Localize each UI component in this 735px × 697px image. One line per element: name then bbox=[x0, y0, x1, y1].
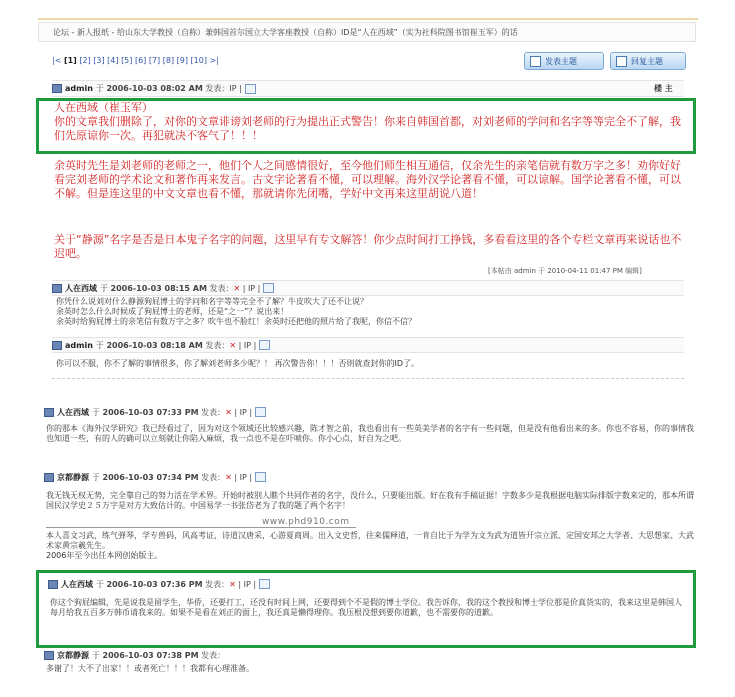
page-8[interactable]: [8] bbox=[162, 56, 175, 65]
ip-icon[interactable]: IP bbox=[239, 472, 247, 482]
page-4[interactable]: [4] bbox=[107, 56, 119, 65]
page-7[interactable]: [7] bbox=[148, 56, 161, 65]
post-paragraph: 关于“静源”名字是否是日本鬼子名字的问题，这里早有专文解答！你少点时间打工挣钱，多看看这里的各个专栏文章再来说话也不迟吧。 bbox=[54, 233, 682, 260]
post-ip-label: 发表： bbox=[201, 472, 226, 482]
delete-ip-icon[interactable]: ✕ bbox=[229, 340, 237, 350]
thread-title: 论坛 - 新人报纸 - 给山东大学教授（自称）兼韩国首尔国立大学客座教授（自称）ID是“人在西域”（实为社科院图书馆崔玉军）的话 bbox=[53, 28, 518, 37]
post-sep: 于 bbox=[92, 472, 100, 482]
ip-icon[interactable]: IP bbox=[243, 340, 252, 350]
thread-title-bar bbox=[38, 22, 696, 42]
post-time: 2006-10-03 08:02 AM bbox=[106, 84, 203, 93]
post-header: 人在西域 于 2006-10-03 07:36 PM 发表： ✕ | IP | bbox=[48, 577, 688, 591]
post-sep: 于 bbox=[95, 84, 104, 93]
reply-icon bbox=[616, 56, 627, 67]
user-icon bbox=[52, 84, 62, 93]
pagination bbox=[52, 56, 219, 65]
page-9[interactable]: [9] bbox=[176, 56, 188, 65]
ip-icon[interactable]: IP bbox=[239, 407, 247, 417]
edit-icon[interactable] bbox=[245, 84, 256, 94]
post-author[interactable]: 人在西域 bbox=[57, 407, 89, 417]
post-author[interactable]: 京都静源 bbox=[57, 650, 89, 660]
edit-icon[interactable] bbox=[259, 579, 270, 589]
warning-paragraph: 人在西域（崔玉军） 你的文章我们删除了，对你的文章诽谤刘老师的行为提出正式警告！你来自韩国首都，对刘老师的学问和名字等等完全不了解，我们先原谅你一次。再犯就决不客气了！！！ bbox=[54, 101, 681, 142]
post-header: admin 于 2006-10-03 08:18 AM 发表： ✕ | IP | bbox=[52, 337, 684, 353]
post-body: 你这个狗屁编辑，先是说我是留学生，华侨，还要打工，还没有时间上网，还要得到个不是假的博士学位。我告诉你，我的这个教授和博士学位那是价真货实的，我来这里是韩国人每月给我五百多万韩币请我来的。如果不是看在刘正的面上，我还真是懒得理你。我压根没想到要你道歉，也不需要你的道歉。 bbox=[50, 598, 682, 617]
post-time: 2006-10-03 07:34 PM bbox=[102, 472, 199, 482]
post-ip-label: 发表： bbox=[201, 407, 226, 417]
page-1[interactable]: [1] bbox=[63, 56, 77, 65]
delete-ip-icon[interactable]: ✕ bbox=[225, 407, 232, 417]
signature-text: 本人喜文习武，练气弹琴，学专兽码，风高考证，诗道汉唐采，心游夏商周。出入文史哲，往来儒释道，一肯自比于为学为文为武为道皆开宗立派、定国安邦之大学者、大思想家、大武术家黄宗羲先生。 2006年至今出任本网创始版主。 bbox=[46, 531, 694, 560]
post-author[interactable]: 人在西域 bbox=[61, 579, 93, 589]
post-ip-label: 发表： bbox=[205, 340, 230, 350]
page-6[interactable]: [6] bbox=[134, 56, 147, 65]
new-topic-icon bbox=[530, 56, 541, 67]
delete-ip-icon[interactable]: ✕ bbox=[229, 579, 236, 589]
user-icon bbox=[48, 580, 58, 589]
post-author[interactable]: 京都静源 bbox=[57, 472, 89, 482]
delete-ip-icon[interactable]: ✕ bbox=[225, 472, 232, 482]
post-ip-label: 发表： bbox=[205, 579, 230, 589]
post-sep: 于 bbox=[92, 650, 100, 660]
post-sep: 于 bbox=[95, 340, 104, 350]
page-10[interactable]: [10] bbox=[190, 56, 207, 65]
post-header bbox=[44, 650, 694, 660]
ip-icon[interactable]: IP bbox=[247, 283, 256, 293]
page-3[interactable]: [3] bbox=[93, 56, 105, 65]
post-body: 你可以不服，你不了解的事情很多，你了解刘老师多少呢？！ 再次警告你！！！否则就查封你的ID了。 bbox=[56, 359, 420, 368]
edit-note: [本帖由 admin 于 2010-04-11 01:47 PM 编辑] bbox=[488, 267, 642, 275]
post-author[interactable]: admin bbox=[65, 84, 93, 93]
page-5[interactable]: [5] bbox=[121, 56, 133, 65]
edit-icon[interactable] bbox=[259, 340, 270, 350]
post-paragraph: 余英时先生是刘老师的老师之一，他们个人之间感情很好，至今他们师生相互通信，仅余先生的亲笔信就有数万字之多！劝你好好看完刘老师的学术论文和著作再来发言。古文字论著看不懂，可以理解。海外汉学论著看不懂，可以谅解。国学论著看不懂，可以不解。但是连这里的中文文章也看不懂，那就请你先闭嘴，学好中文再来这里胡说八道！ bbox=[54, 159, 681, 200]
edit-icon[interactable] bbox=[255, 407, 266, 417]
post-header: 京都静源 于 2006-10-03 07:34 PM 发表： ✕ | IP | bbox=[44, 470, 694, 484]
edit-icon[interactable] bbox=[255, 472, 266, 482]
post-body: 你凭什么说刘对什么静源狗屁博士的学问和名字等等完全不了解？牛皮吹大了还不让说？ 余英时怎么什么时候成了狗屁博士的老师，还是“之一”？说出来！ 余英时给狗屁博士的亲笔信有数万字之多？吹牛也不脸红！余英时还把他的照片给了我呢，你信不信？ bbox=[56, 297, 416, 326]
edit-icon[interactable] bbox=[263, 283, 274, 293]
user-icon bbox=[52, 341, 62, 350]
divider bbox=[52, 378, 684, 379]
user-icon bbox=[44, 408, 54, 417]
page-first[interactable]: |< bbox=[52, 56, 62, 65]
user-icon bbox=[44, 651, 54, 660]
post-time: 2006-10-03 07:36 PM bbox=[106, 579, 203, 589]
watermark: www.phd910.com bbox=[262, 517, 350, 527]
post-sep: 于 bbox=[92, 407, 100, 417]
post-time: 2006-10-03 07:33 PM bbox=[102, 407, 199, 417]
post-ip-label: 发表：IP | bbox=[205, 84, 242, 93]
top-divider bbox=[38, 18, 698, 20]
page-2[interactable]: [2] bbox=[79, 56, 91, 65]
post-sep: 于 bbox=[96, 579, 104, 589]
post-body: 我无钱无权无势，完全靠自己的努力活在学术界。开始时被别人瞧个共同作者的名字，没什么，只要能出版。好在我有手稿证据！字数多少是我根据电脑实际排版字数来定的，那本所谓国民汉学史２５万字是对方大致估计的。中国易学一书张岱老为了我的题了两个名字！ bbox=[46, 491, 694, 510]
signature-line bbox=[46, 527, 356, 528]
post-author[interactable]: 人在西域 bbox=[65, 283, 97, 293]
reply-label: 回复主题 bbox=[631, 56, 663, 66]
post-body: 你的那本《海外汉学研究》我已经看过了，因为对这个领域还比较感兴趣，陈才智之前，我也看出有一些英美学者的名字有一些问题，但是没有他看出来的多。你也不容易，你的事情我也知道一些，有的人的确可以立刻就让你陷入麻烦，我一点也不是在吓唬你。你小心点，好自为之吧。 bbox=[46, 424, 694, 443]
post-time: 2006-10-03 08:18 AM bbox=[106, 340, 203, 350]
user-icon bbox=[44, 473, 54, 482]
new-topic-label: 发表主题 bbox=[545, 56, 577, 66]
post-ip-label: 发表： bbox=[209, 283, 234, 293]
reply-button[interactable] bbox=[610, 52, 686, 70]
post-body: 多谢了！大不了出家！！或者死亡！！！我都有心理准备。 bbox=[46, 664, 254, 673]
post-ip-label: 发表： bbox=[201, 650, 226, 660]
post-author[interactable]: admin bbox=[65, 340, 93, 350]
new-topic-button[interactable] bbox=[524, 52, 604, 70]
ip-icon[interactable]: IP bbox=[243, 579, 251, 589]
post-time: 2006-10-03 07:38 PM bbox=[102, 650, 199, 660]
page-last[interactable]: >| bbox=[209, 56, 219, 65]
floor-label: 楼 主 bbox=[654, 84, 673, 93]
post-header bbox=[52, 80, 684, 97]
post-header: 人在西域 于 2006-10-03 08:15 AM 发表： ✕ | IP | bbox=[52, 280, 684, 296]
delete-ip-icon[interactable]: ✕ bbox=[233, 283, 241, 293]
post-time: 2006-10-03 08:15 AM bbox=[110, 283, 207, 293]
user-icon bbox=[52, 284, 62, 293]
post-header: 人在西域 于 2006-10-03 07:33 PM 发表： ✕ | IP | bbox=[44, 405, 694, 419]
post-sep: 于 bbox=[100, 283, 108, 293]
